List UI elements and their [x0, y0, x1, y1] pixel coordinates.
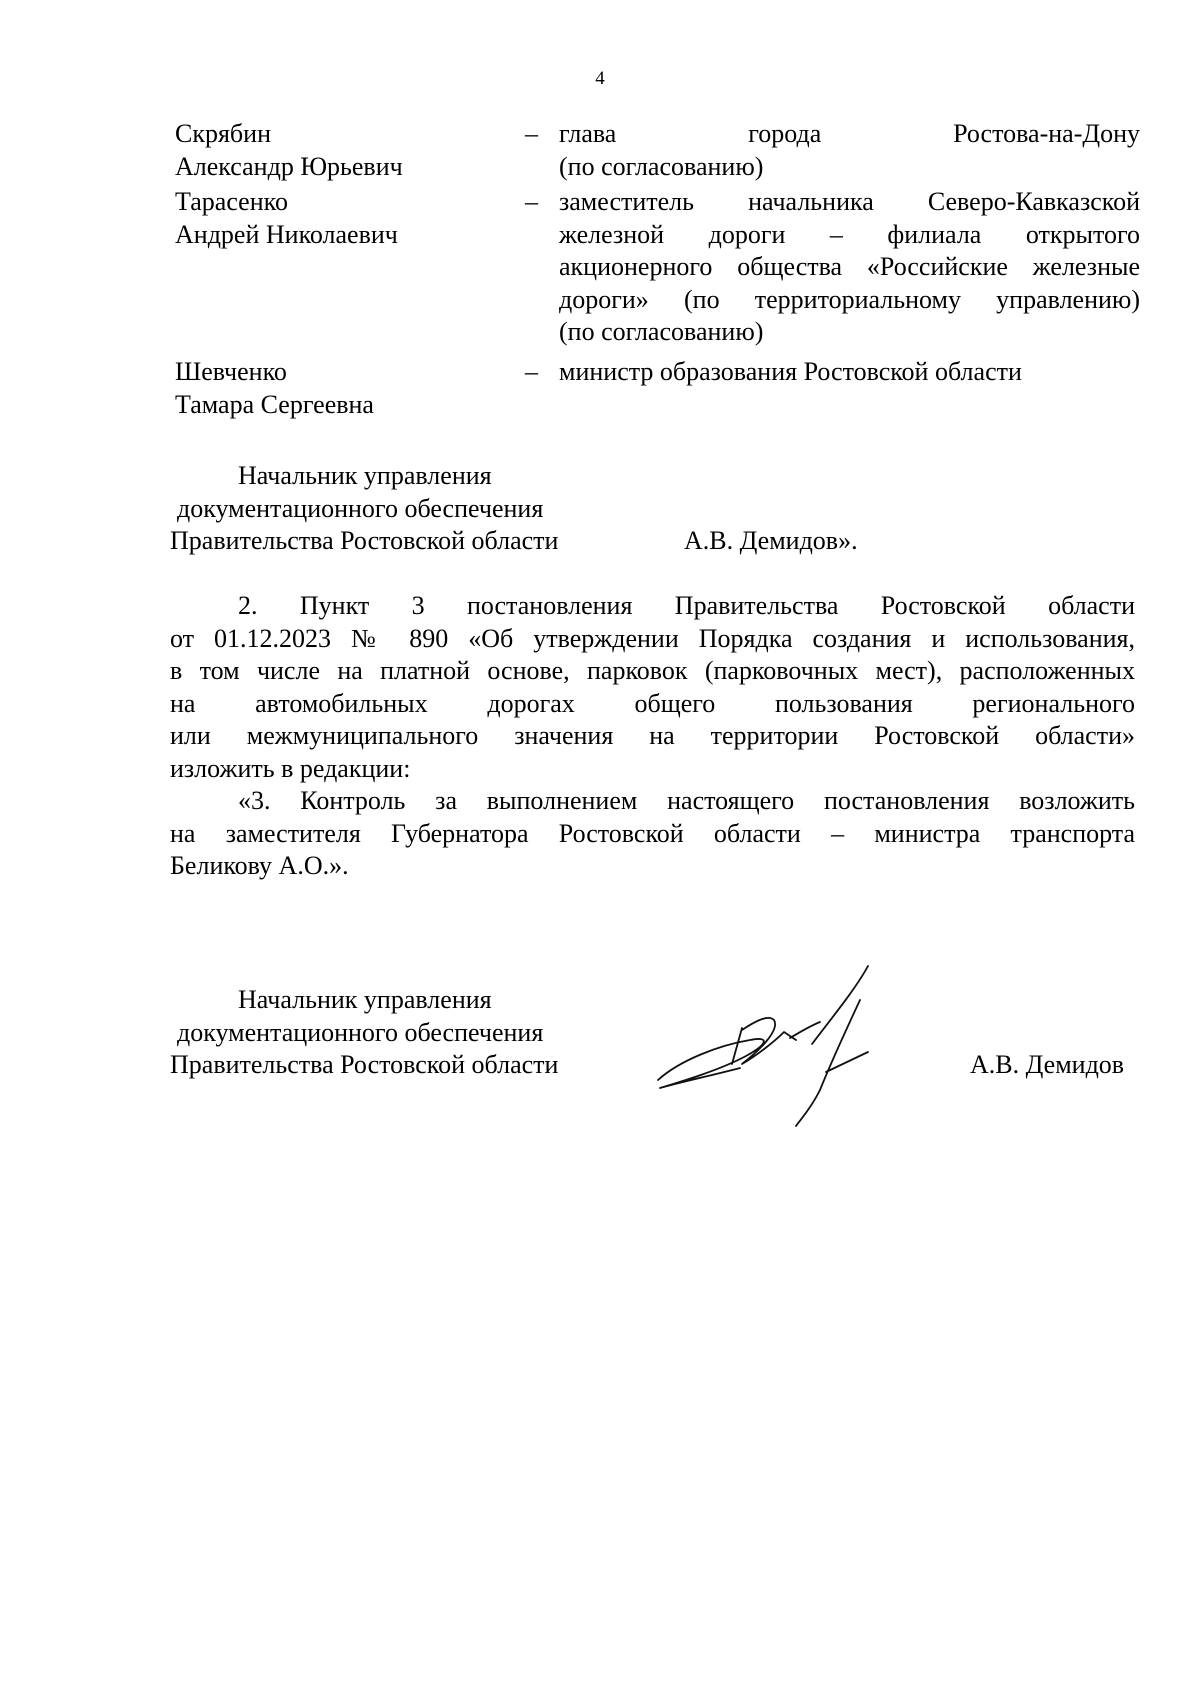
member-name [175, 186, 515, 251]
member-surname: Скрябин [175, 119, 271, 148]
signatory-title-line: Начальник управления [238, 461, 492, 490]
signatory-title-line: Начальник управления [238, 985, 492, 1014]
paragraph-line: от 01.12.2023 № 890 «Об утверждении Порядка создания и использования, [170, 623, 1135, 653]
member-role [559, 186, 1140, 349]
member-given-names: Андрей Николаевич [175, 219, 398, 249]
member-dash: – [525, 119, 538, 148]
member-given-names: Александр Юрьевич [175, 151, 403, 181]
paragraph-line: на автомобильных дорогах общего пользования регионального [170, 688, 1135, 718]
quoted-paragraph-line: Беликову А.О.». [170, 851, 349, 880]
signatory-title [170, 460, 630, 558]
signatory-title-line: Правительства Ростовской области [170, 526, 559, 555]
paragraph-line: 2. Пункт 3 постановления Правительства Ростовской области [238, 591, 1135, 620]
member-dash: – [525, 357, 538, 386]
quoted-paragraph-line: «3. Контроль за выполнением настоящего постановления возложить [238, 786, 1135, 815]
role-line: министр образования Ростовской области [559, 357, 1022, 386]
role-line: (по согласованию) [559, 151, 764, 181]
paragraph-line: или межмуниципального значения на территории Ростовской области» [170, 721, 1135, 750]
member-surname: Шевченко [175, 357, 287, 386]
member-dash: – [525, 187, 538, 216]
signatory-title-line: Правительства Ростовской области [170, 1050, 559, 1079]
role-line: акционерного общества «Российские железные [559, 252, 1140, 281]
member-entry [175, 356, 1140, 426]
member-surname: Тарасенко [175, 187, 288, 216]
quoted-paragraph-line: на заместителя Губернатора Ростовской области – министра транспорта [170, 818, 1135, 848]
member-role [559, 118, 1140, 183]
member-entry [175, 186, 1140, 356]
role-line: глава города Ростова-на-Дону [559, 119, 1140, 148]
paragraph-line: изложить в редакции: [170, 753, 411, 783]
role-line: (по согласованию) [559, 317, 764, 346]
signatory-title-line: документационного обеспечения [177, 493, 544, 523]
paragraph-2 [170, 590, 1135, 883]
signatory-name: А.В. Демидов». [684, 526, 858, 555]
member-entry [175, 118, 1140, 188]
member-role [559, 356, 1140, 389]
member-name [175, 356, 515, 421]
role-line: заместитель начальника Северо-Кавказской [559, 187, 1140, 216]
member-name [175, 118, 515, 183]
signatory-name: А.В. Демидов [970, 1050, 1125, 1079]
handwritten-signature [650, 960, 940, 1130]
role-line: железной дороги – филиала открытого [559, 219, 1140, 249]
page-number: 4 [595, 68, 605, 89]
member-given-names: Тамара Сергеевна [175, 389, 374, 419]
paragraph-line: в том числе на платной основе, парковок (парковочных мест), расположенных [170, 656, 1135, 685]
signatory-title [170, 984, 630, 1082]
signatory-title-line: документационного обеспечения [177, 1017, 544, 1047]
role-line: дороги» (по территориальному управлению) [559, 284, 1140, 314]
